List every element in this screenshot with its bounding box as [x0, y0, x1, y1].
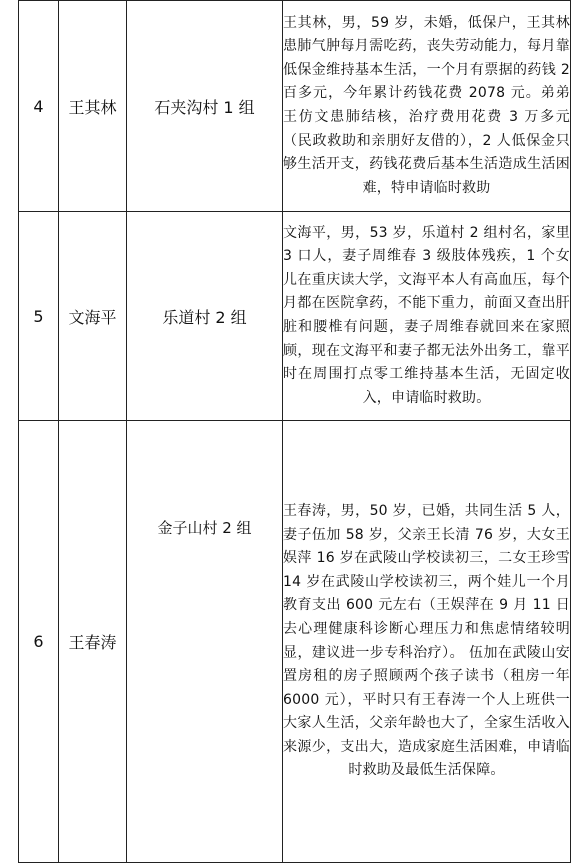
- row-index: 4: [19, 1, 59, 212]
- applicant-name: 文海平: [59, 212, 127, 421]
- situation-description: 王春涛，男，50 岁，已婚，共同生活 5 人，妻子伍加 58 岁，父亲王长清 76 岁，大女王娱萍 16 岁在武陵山学校读初三，二女王珍雪 14 岁在武陵山学校读初三，两个娃儿一个月教育支出 600 元左右（王娱萍在 9 月 11 日去心理健康科诊断心理压力和焦虑情绪较明显，建议进一步专科治疗）。 伍加在武陵山安置房租的房子照顾两个孩子读书（租房一年 6000 元），平时只有王春涛一个人上班供一大家人生活，父亲年龄也大了，全家生活收入来源少，支出大，造成家庭生活困难，申请临时救助及最低生活保障。: [283, 421, 571, 863]
- applicant-name: 王春涛: [59, 421, 127, 863]
- situation-description: 文海平，男，53 岁，乐道村 2 组村名，家里 3 口人，妻子周维春 3 级肢体残疾，1 个女儿在重庆读大学，文海平本人有高血压，每个月都在医院拿药，不能下重力，前面又查出肝脏和腰椎有问题，妻子周维春就回来在家照顾，现在文海平和妻子都无法外出务工，靠平时在周围打点零工维持基本生活，无固定收入，申请临时救助。: [283, 212, 571, 421]
- table-row: [19, 1, 571, 212]
- row-index: 6: [19, 421, 59, 863]
- village-group: 石夹沟村 1 组: [127, 1, 283, 212]
- table-row: [19, 421, 571, 863]
- village-group: 乐道村 2 组: [127, 212, 283, 421]
- village-group: 金子山村 2 组: [127, 421, 283, 863]
- situation-description: 王其林，男，59 岁，未婚，低保户，王其林患肺气肿每月需吃药，丧失劳动能力，每月靠低保金维持基本生活，一个月有票据的药钱 2 百多元，今年累计药钱花费 2078 元。弟弟王仿文患肺结核，治疗费用花费 3 万多元（民政救助和亲朋好友借的），2 人低保金只够生活开支，药钱花费后基本生活造成生活困难，特申请临时救助: [283, 1, 571, 212]
- table-row: [19, 212, 571, 421]
- row-index: 5: [19, 212, 59, 421]
- applicant-name: 王其林: [59, 1, 127, 212]
- relief-applicants-table: [18, 0, 571, 863]
